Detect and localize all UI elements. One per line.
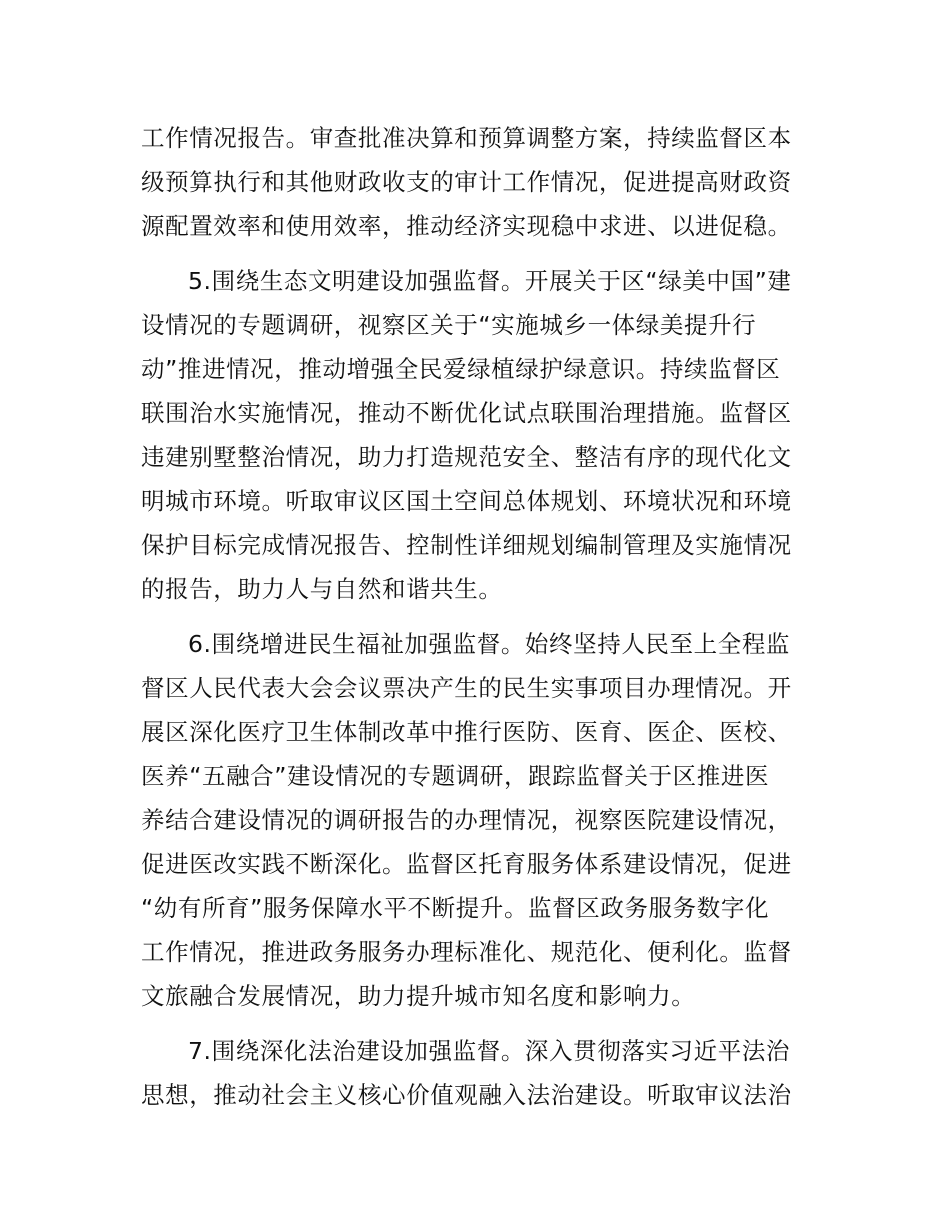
text-line: 督区人民代表大会会议票决产生的民生实事项目办理情况。开 <box>141 674 792 702</box>
text-line: 展区深化医疗卫生体制改革中推行医防、医育、医企、医校、 <box>141 718 792 746</box>
text-line: 源配置效率和使用效率，推动经济实现稳中求进、以进促稳。 <box>141 212 792 240</box>
paragraph-7 <box>141 1029 813 1117</box>
text-line: 级预算执行和其他财政收支的审计工作情况，促进提高财政资 <box>141 168 792 196</box>
text-line: 违建别墅整治情况，助力打造规范安全、整洁有序的现代化文 <box>141 443 792 471</box>
text-line: 促进医改实践不断深化。监督区托育服务体系建设情况，促进 <box>141 850 792 878</box>
paragraph-6 <box>141 622 813 1018</box>
text-line: 保护目标完成情况报告、控制性详细规划编制管理及实施情况 <box>141 531 792 559</box>
text-line: 文旅融合发展情况，助力提升城市知名度和影响力。 <box>141 982 696 1010</box>
text-line: 的报告，助力人与自然和谐共生。 <box>141 575 503 603</box>
paragraph-5 <box>141 259 813 611</box>
text-line: 6.围绕增进民生福祉加强监督。始终坚持人民至上全程监 <box>188 630 791 658</box>
paragraph-4-continuation <box>141 116 813 248</box>
text-line: “幼有所育”服务保障水平不断提升。监督区政务服务数字化 <box>141 894 770 922</box>
text-line: 工作情况报告。审查批准决算和预算调整方案，持续监督区本 <box>141 124 792 152</box>
text-line: 联围治水实施情况，推动不断优化试点联围治理措施。监督区 <box>141 399 792 427</box>
text-line: 设情况的专题调研，视察区关于“实施城乡一体绿美提升行 <box>141 311 757 339</box>
text-line: 养结合建设情况的调研报告的办理情况，视察医院建设情况， <box>141 806 792 834</box>
text-line: 7.围绕深化法治建设加强监督。深入贯彻落实习近平法治 <box>188 1037 791 1065</box>
text-line: 医养“五融合”建设情况的专题调研，跟踪监督关于区推进医 <box>141 762 770 790</box>
text-line: 明城市环境。听取审议区国土空间总体规划、环境状况和环境 <box>141 487 792 515</box>
document-body <box>141 116 813 1117</box>
text-line: 思想，推动社会主义核心价值观融入法治建设。听取审议法治 <box>141 1081 792 1109</box>
text-line: 5.围绕生态文明建设加强监督。开展关于区“绿美中国”建 <box>188 267 792 295</box>
text-line: 工作情况，推进政务服务办理标准化、规范化、便利化。监督 <box>141 938 792 966</box>
text-line: 动”推进情况，推动增强全民爱绿植绿护绿意识。持续监督区 <box>141 355 781 383</box>
